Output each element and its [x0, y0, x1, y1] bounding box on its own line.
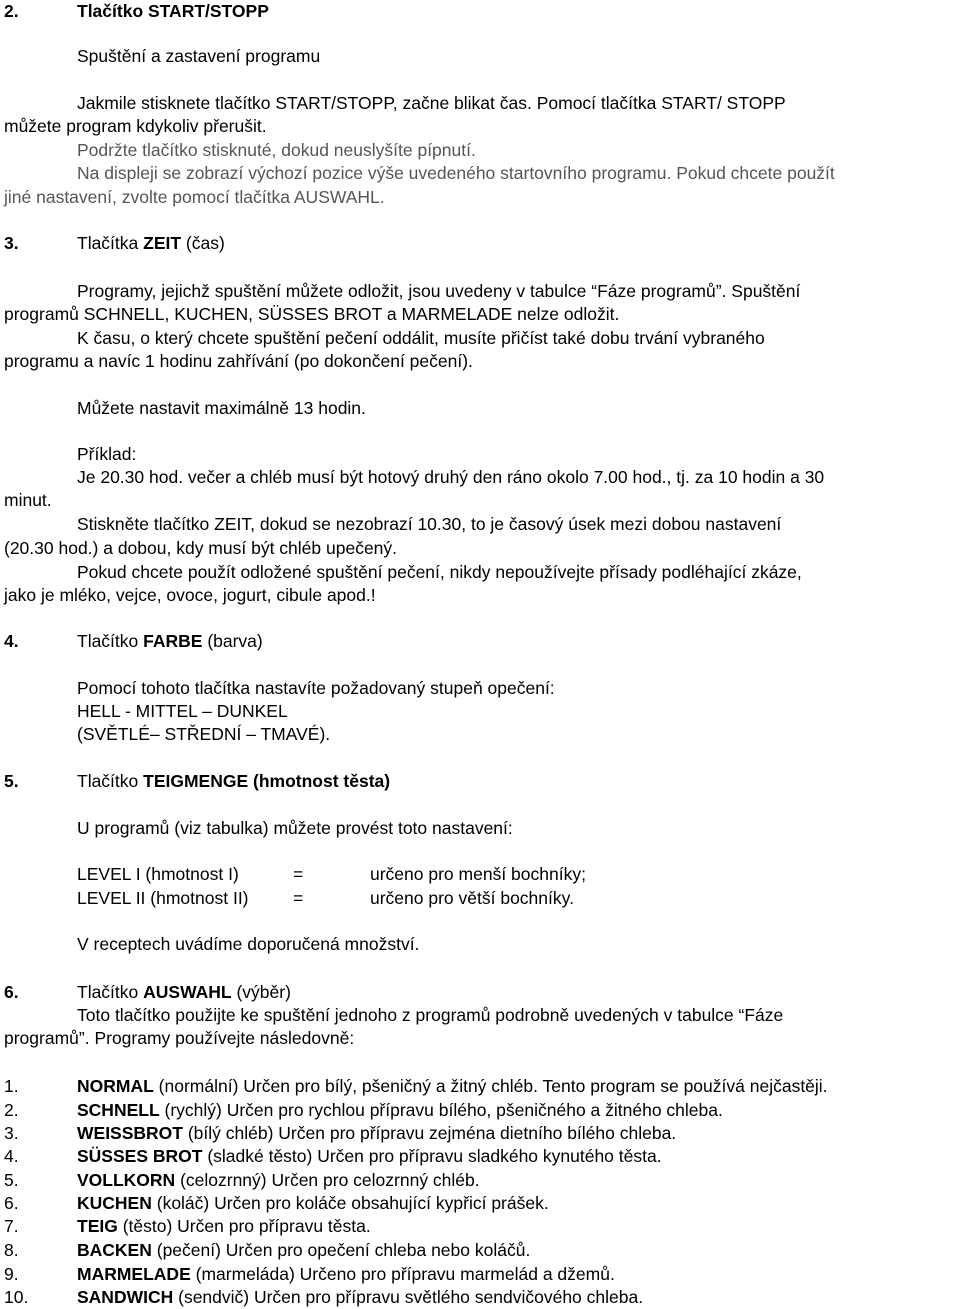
section-3-example-line-1: Je 20.30 hod. večer a chléb musí být hotový druhý den ráno okolo 7.00 hod., tj. za 10 hodin a 30	[77, 467, 825, 487]
program-item	[77, 1239, 530, 1261]
program-number: 7.	[4, 1216, 19, 1236]
section-6-number: 6.	[4, 982, 19, 1002]
section-6-title-bold: AUSWAHL	[143, 982, 232, 1002]
section-3-example-line-3: Stiskněte tlačítko ZEIT, dokud se nezobrazí 10.30, to je časový úsek mezi dobou nastavení	[77, 514, 782, 534]
program-description: (sendvič) Určen pro přípravu světlého sendvičového chleba.	[173, 1287, 644, 1307]
level-2-equals: =	[293, 888, 304, 908]
section-3-line-4: programu a navíc 1 hodinu zahřívání (po dokončení pečení).	[4, 351, 473, 371]
section-3-warning-line-1: Pokud chcete použít odložené spuštění pečení, nikdy nepoužívejte přísady podléhající zkáze,	[77, 562, 802, 582]
program-number: 2.	[4, 1100, 19, 1120]
program-number: 8.	[4, 1240, 19, 1260]
program-number: 9.	[4, 1264, 19, 1284]
section-2-title: Tlačítko START/STOPP	[77, 1, 269, 21]
section-6-title	[77, 981, 291, 1003]
program-number: 5.	[4, 1170, 19, 1190]
section-6-line-1: Toto tlačítko použijte ke spuštění jednoho z programů podrobně uvedených v tabulce “Fáze	[77, 1005, 784, 1025]
section-2-line-4: Na displeji se zobrazí výchozí pozice výše uvedeného startovního programu. Pokud chcete použít	[77, 163, 835, 183]
level-1-label: LEVEL I (hmotnost I)	[77, 864, 239, 884]
section-4-title-bold: FARBE	[143, 631, 203, 651]
program-name: SCHNELL	[77, 1100, 160, 1120]
program-description: (celozrnný) Určen pro celozrnný chléb.	[175, 1170, 480, 1190]
section-5-number: 5.	[4, 771, 19, 791]
program-name: SANDWICH	[77, 1287, 174, 1307]
section-6-line-2: programů”. Programy používejte následovně:	[4, 1028, 355, 1048]
program-description: (těsto) Určen pro přípravu těsta.	[117, 1216, 371, 1236]
program-description: (normální) Určen pro bílý, pšeničný a žitný chléb. Tento program se používá nejčastěji.	[153, 1076, 828, 1096]
section-5-title	[77, 770, 390, 792]
program-item	[77, 1169, 480, 1191]
section-2-line-5: jiné nastavení, zvolte pomocí tlačítka AUSWAHL.	[4, 187, 385, 207]
section-4-line-3: (SVĚTLÉ– STŘEDNÍ – TMAVÉ).	[77, 724, 331, 744]
section-3-example-line-2: minut.	[4, 490, 52, 510]
program-name: BACKEN	[77, 1240, 152, 1260]
program-description: (rychlý) Určen pro rychlou přípravu bílého, pšeničného a žitného chleba.	[159, 1100, 723, 1120]
section-3-title-post: (čas)	[181, 233, 225, 253]
section-5-title-pre: Tlačítko	[77, 771, 144, 791]
program-number: 6.	[4, 1193, 19, 1213]
section-4-line-1: Pomocí tohoto tlačítka nastavíte požadovaný stupeň opečení:	[77, 678, 555, 698]
program-name: VOLLKORN	[77, 1170, 176, 1190]
program-item	[77, 1192, 549, 1214]
program-description: (bílý chléb) Určen pro přípravu zejména dietního bílého chleba.	[182, 1123, 677, 1143]
section-2-line-3: Podržte tlačítko stisknuté, dokud neuslyšíte pípnutí.	[77, 140, 476, 160]
section-3-title	[77, 232, 225, 254]
program-description: (sladké těsto) Určen pro přípravu sladkého kynutého těsta.	[202, 1146, 662, 1166]
program-item	[77, 1286, 643, 1308]
section-3-number: 3.	[4, 233, 19, 253]
section-4-title-pre: Tlačítko	[77, 631, 144, 651]
program-item	[77, 1099, 723, 1121]
section-3-example-line-4: (20.30 hod.) a dobou, kdy musí být chléb upečený.	[4, 538, 398, 558]
program-number: 10.	[4, 1287, 29, 1307]
level-2-label: LEVEL II (hmotnost II)	[77, 888, 249, 908]
section-3-max-hours: Můžete nastavit maximálně 13 hodin.	[77, 398, 366, 418]
section-4-title-post: (barva)	[202, 631, 263, 651]
program-number: 1.	[4, 1076, 19, 1096]
program-item	[77, 1215, 371, 1237]
section-4-title	[77, 630, 263, 652]
level-1-equals: =	[293, 864, 304, 884]
section-5-line-1: U programů (viz tabulka) můžete provést toto nastavení:	[77, 818, 513, 838]
program-description: (pečení) Určen pro opečení chleba nebo koláčů.	[151, 1240, 531, 1260]
program-item	[77, 1263, 615, 1285]
section-2-subtitle: Spuštění a zastavení programu	[77, 46, 321, 66]
program-name: WEISSBROT	[77, 1123, 183, 1143]
section-6-title-pre: Tlačítko	[77, 982, 144, 1002]
program-item	[77, 1122, 676, 1144]
section-3-line-1: Programy, jejichž spuštění můžete odložit, jsou uvedeny v tabulce “Fáze programů”. Spuštění	[77, 281, 801, 301]
section-2-line-1: Jakmile stisknete tlačítko START/STOPP, začne blikat čas. Pomocí tlačítka START/ STOPP	[77, 93, 786, 113]
section-3-warning-line-2: jako je mléko, vejce, ovoce, jogurt, cibule apod.!	[4, 585, 376, 605]
section-3-line-2: programů SCHNELL, KUCHEN, SÜSSES BROT a MARMELADE nelze odložit.	[4, 304, 620, 324]
program-name: SÜSSES BROT	[77, 1146, 203, 1166]
program-name: NORMAL	[77, 1076, 154, 1096]
program-item	[77, 1145, 662, 1167]
section-4-line-2: HELL - MITTEL – DUNKEL	[77, 701, 288, 721]
program-name: KUCHEN	[77, 1193, 152, 1213]
program-number: 4.	[4, 1146, 19, 1166]
section-5-title-bold: TEIGMENGE (hmotnost těsta)	[143, 771, 391, 791]
section-3-example-label: Příklad:	[77, 444, 137, 464]
program-name: TEIG	[77, 1216, 118, 1236]
section-4-number: 4.	[4, 631, 19, 651]
section-5-note: V receptech uvádíme doporučená množství.	[77, 934, 420, 954]
section-2-number: 2.	[4, 1, 19, 21]
section-3-line-3: K času, o který chcete spuštění pečení oddálit, musíte přičíst také dobu trvání vybraného	[77, 328, 765, 348]
level-1-description: určeno pro menší bochníky;	[370, 864, 586, 884]
program-description: (koláč) Určen pro koláče obsahující kypřicí prášek.	[151, 1193, 549, 1213]
section-3-title-bold: ZEIT	[143, 233, 182, 253]
section-6-title-post: (výběr)	[231, 982, 291, 1002]
level-2-description: určeno pro větší bochníky.	[370, 888, 574, 908]
program-name: MARMELADE	[77, 1264, 191, 1284]
section-3-title-pre: Tlačítka	[77, 233, 144, 253]
program-number: 3.	[4, 1123, 19, 1143]
program-description: (marmeláda) Určeno pro přípravu marmelád a džemů.	[190, 1264, 615, 1284]
program-item	[77, 1075, 828, 1097]
section-2-line-2: můžete program kdykoliv přerušit.	[4, 116, 267, 136]
